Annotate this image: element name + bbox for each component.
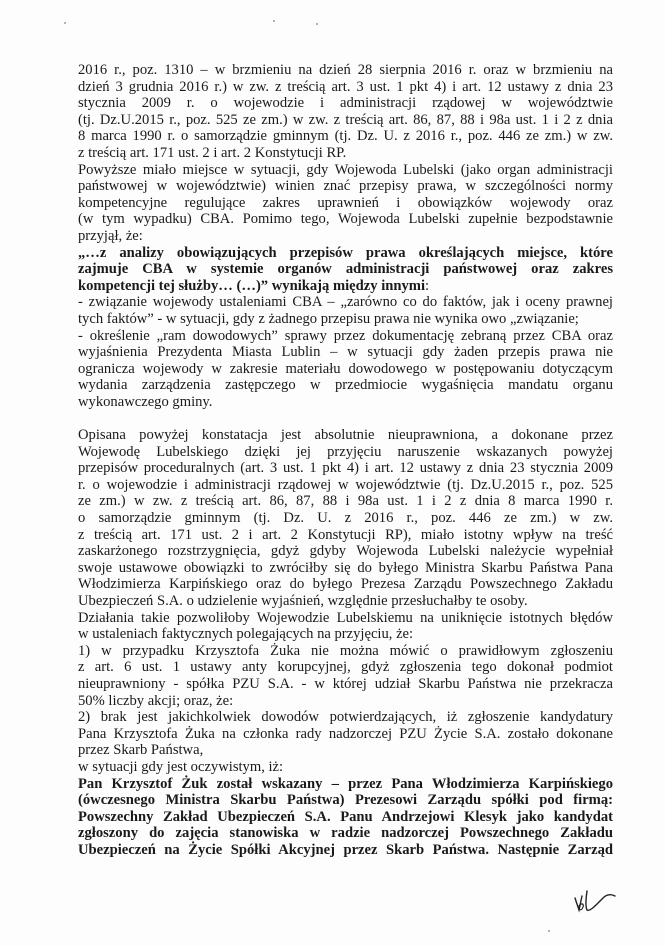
text-line: wyjaśnienia Prezydenta Miasta Lublin – w sytuacji gdy żaden przepis prawa nie: [78, 344, 613, 361]
paragraph-obvious: [78, 759, 613, 776]
text-line: z art. 6 ust. 1 ustawy anty korupcyjnej, gdyż zgłoszenia tego dokonał podmiot: [78, 659, 613, 676]
text-line: z treścią art. 171 ust. 2 i art. 2 Konstytucji RP.: [78, 144, 347, 161]
text-line: - określenie „ram dowodowych” sprawy przez dokumentację zebraną przez CBA oraz: [78, 327, 613, 344]
quote-colon: :: [425, 277, 430, 294]
text-line: ze zm.) w zw. z treścią art. 86, 87, 88 i 98a ust. 1 i 2 z dnia 8 marca 1990 r.: [78, 493, 613, 510]
paragraph-point-1: [78, 643, 613, 709]
text-line-bold: Pan Krzysztof Żuk został wskazany – przez Pana Włodzimierza Karpińskiego: [78, 775, 613, 792]
text-line: w ustaleniach faktycznych polegających na przyjęciu, że:: [78, 626, 414, 643]
text-line-bold: zgłoszony do zajęcia stanowiska w radzie nadzorczej Powszechnego Zakładu: [78, 825, 613, 842]
text-line: Powyższe miało miejsce w sytuacji, gdy Wojewoda Lubelski (jako organ administracji: [78, 161, 613, 178]
text-line: ogranicza wojewody w zakresie materiału dowodowego w postępowaniu dotyczącym: [78, 360, 613, 377]
paragraph-gap: [78, 410, 613, 427]
text-line: wydania zarządzenia zastępczego w przedmiocie wygaśnięcia mandatu organu: [78, 377, 613, 394]
paragraph-point-2: [78, 709, 613, 759]
text-line: Włodzimierza Karpińskiego oraz do byłego Prezesa Zarządu Powszechnego Zakładu: [78, 576, 613, 593]
scan-speck: [548, 930, 550, 932]
text-line: 50% liczby akcji; oraz, że:: [78, 692, 234, 709]
text-line-bold: zajmuje CBA w systemie organów administracji państwowej oraz zakres: [78, 261, 613, 278]
text-line: r. o wojewodzie i administracji rządowej w województwie (tj. Dz.U.2015 r., poz. 525: [78, 476, 613, 493]
text-line: o samorządzie gminnym (tj. Dz. U. z 2016 r., poz. 446 ze zm.) w zw.: [78, 510, 613, 527]
text-line: wykonawczego gminy.: [78, 393, 213, 410]
text-line: kompetencyjne regulujące zakres uprawnień i obowiązków wojewody oraz: [78, 194, 613, 211]
text-line: tych faktów” - w sytuacji, gdy z żadnego przepisu prawa nie wynika owo „związanie;: [78, 310, 579, 327]
paragraph-voivode-situation: [78, 162, 613, 245]
handwritten-signature: [573, 888, 619, 916]
text-line-bold: (ówczesnego Ministra Skarbu Państwa) Prezesowi Zarządu spółki pod firmą:: [78, 792, 613, 809]
bold-quote-end: kompetencji tej służby… (…)” wynikają między innymi: [78, 277, 425, 294]
scan-speck: [64, 22, 66, 24]
text-line: Pana Krzysztofa Żuka na członka rady nadzorczej PZU Życie S.A. zostało dokonane: [78, 725, 613, 742]
text-line: [78, 278, 613, 295]
text-line: przez Skarb Państwa,: [78, 742, 204, 759]
text-line: Wojewodę Lubelskiego dzięki jej przyjęciu naruszenie wskazanych powyżej: [78, 443, 613, 460]
text-line: stycznia 2009 r. o wojewodzie i administracji rządowej w województwie: [78, 95, 613, 112]
text-line: z treścią art. 171 ust. 2 i art. 2 Konstytucji RP), miało istotny wpływ na treść: [78, 526, 613, 543]
text-line: (w tym wypadku) CBA. Pomimo tego, Wojewoda Lubelski zupełnie bezpodstawnie: [78, 211, 613, 228]
text-line: swoje ustawowe obowiązki to zwróciłby się do byłego Ministra Skarbu Państwa Pana: [78, 559, 613, 576]
text-line: - związanie wojewody ustaleniami CBA – „zarówno co do faktów, jak i oceny prawnej: [78, 294, 613, 311]
text-line: zaskarżonego rozstrzygnięcia, gdyż gdyby Wojewoda Lubelski należycie wypełniał: [78, 543, 613, 560]
text-line: dzień 3 grudnia 2016 r.) w zw. z treścią art. 3 ust. 1 pkt 4) i art. 12 ustawy z dnia 23: [78, 78, 613, 95]
text-line: przyjął, że:: [78, 227, 143, 244]
text-line: Działania takie pozwoliłoby Wojewodzie Lubelskiemu na uniknięcie istotnych błędów: [78, 609, 613, 626]
text-line: w sytuacji gdy jest oczywistym, iż:: [78, 758, 284, 775]
text-line: 1) w przypadku Krzysztofa Żuka nie można mówić o prawidłowym zgłoszeniu: [78, 642, 613, 659]
paragraph-legal-basis: [78, 62, 613, 162]
paragraph-bullet-evidence: [78, 328, 613, 411]
text-line: 2) brak jest jakichkolwiek dowodów potwierdzających, iż zgłoszenie kandydatury: [78, 709, 613, 726]
paragraph-bold-statement: [78, 776, 613, 859]
text-line: państwowej w województwie) winien znać przepisy prawa, w szczególności normy: [78, 178, 613, 195]
text-line: Opisana powyżej konstatacja jest absolutnie nieuprawniona, a dokonane przez: [78, 427, 613, 444]
scan-speck: [273, 20, 275, 22]
text-line: nieuprawniony - spółka PZU S.A. - w której udział Skarbu Państwa nie przekracza: [78, 675, 613, 692]
paragraph-avoid-errors: [78, 610, 613, 643]
text-line: Ubezpieczeń S.A. o udzielenie wyjaśnień, względnie przesłuchałby te osoby.: [78, 593, 528, 609]
paragraph-unjustified-finding: [78, 427, 613, 610]
paragraph-bullet-binding: [78, 294, 613, 327]
document-body: [78, 62, 613, 859]
paragraph-quoted-finding: [78, 245, 613, 295]
text-line: 8 marca 1990 r. o samorządzie gminnym (tj. Dz. U. z 2016 r., poz. 446 ze zm.) w zw.: [78, 128, 613, 145]
text-line-bold: Ubezpieczeń na Życie Spółki Akcyjnej przez Skarb Państwa. Następnie Zarząd: [78, 841, 613, 858]
text-line: 2016 r., poz. 1310 – w brzmieniu na dzień 28 sierpnia 2016 r. oraz w brzmieniu na: [78, 62, 613, 78]
text-line: (tj. Dz.U.2015 r., poz. 525 ze zm.) w zw. z treścią art. 86, 87, 88 i 98a ust. 1 i 2 z dnia: [78, 111, 613, 128]
scan-speck: [316, 23, 318, 25]
text-line: przepisów proceduralnych (art. 3 ust. 1 pkt 4) i art. 12 ustawy z dnia 23 stycznia 2009: [78, 460, 613, 477]
text-line-bold: Powszechny Zakład Ubezpieczeń S.A. Panu Andrzejowi Klesyk jako kandydat: [78, 808, 613, 825]
text-line-bold: „…z analizy obowiązujących przepisów prawa określających miejsce, które: [78, 244, 613, 261]
